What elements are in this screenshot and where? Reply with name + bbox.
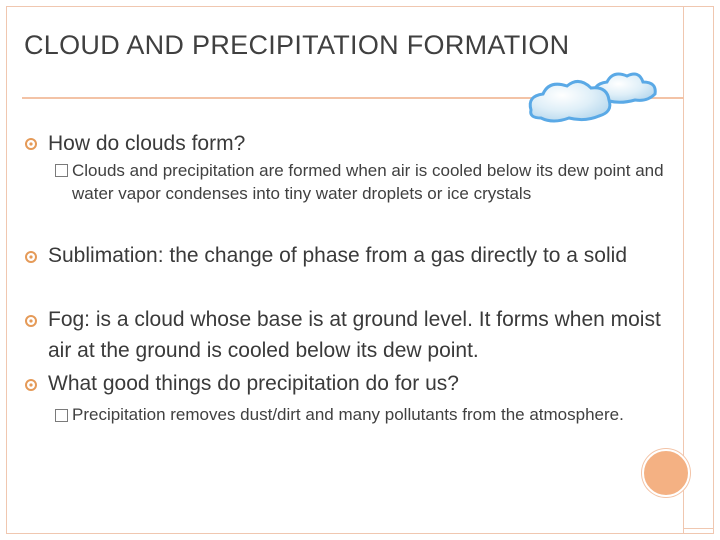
term-sublimation: Sublimation:	[48, 244, 164, 267]
bottom-rule	[683, 528, 714, 529]
slide-title	[24, 30, 569, 61]
bullet-good-things	[48, 368, 678, 399]
sun-bullet-icon	[24, 314, 38, 328]
sub-bullet-precipitation-removes	[72, 403, 672, 426]
checkbox-bullet-icon	[55, 409, 68, 422]
bullet-text: the change of phase from a gas directly to a solid	[163, 244, 627, 267]
sun-bullet-icon	[24, 250, 38, 264]
bullet-text: What good things do precipitation do for us?	[48, 372, 459, 395]
slide-title-text: CLOUD AND PRECIPITATION FORMATION	[24, 30, 570, 60]
sun-bullet-icon	[24, 378, 38, 392]
sub-bullet-text: Precipitation removes dust/dirt and many pollutants from the atmosphere.	[72, 405, 624, 424]
bullet-how-clouds-form	[48, 128, 245, 159]
bullet-sublimation	[48, 240, 678, 271]
clouds-icon	[525, 66, 675, 130]
checkbox-bullet-icon	[55, 164, 68, 177]
bullet-fog	[48, 304, 678, 366]
right-rule	[683, 6, 684, 534]
sub-bullet-clouds-formed	[72, 159, 672, 205]
bullet-text: is a cloud whose base is at ground level. It forms when moist air at the ground is cooled below its dew point.	[48, 308, 661, 362]
accent-circle	[642, 449, 690, 497]
bullet-text: How do clouds form?	[48, 132, 246, 155]
sub-bullet-text: Clouds and precipitation are formed when air is cooled below its dew point and water vapor condenses into tiny water droplets or ice crystals	[72, 161, 664, 203]
sun-bullet-icon	[24, 137, 38, 151]
term-fog: Fog:	[48, 308, 91, 331]
